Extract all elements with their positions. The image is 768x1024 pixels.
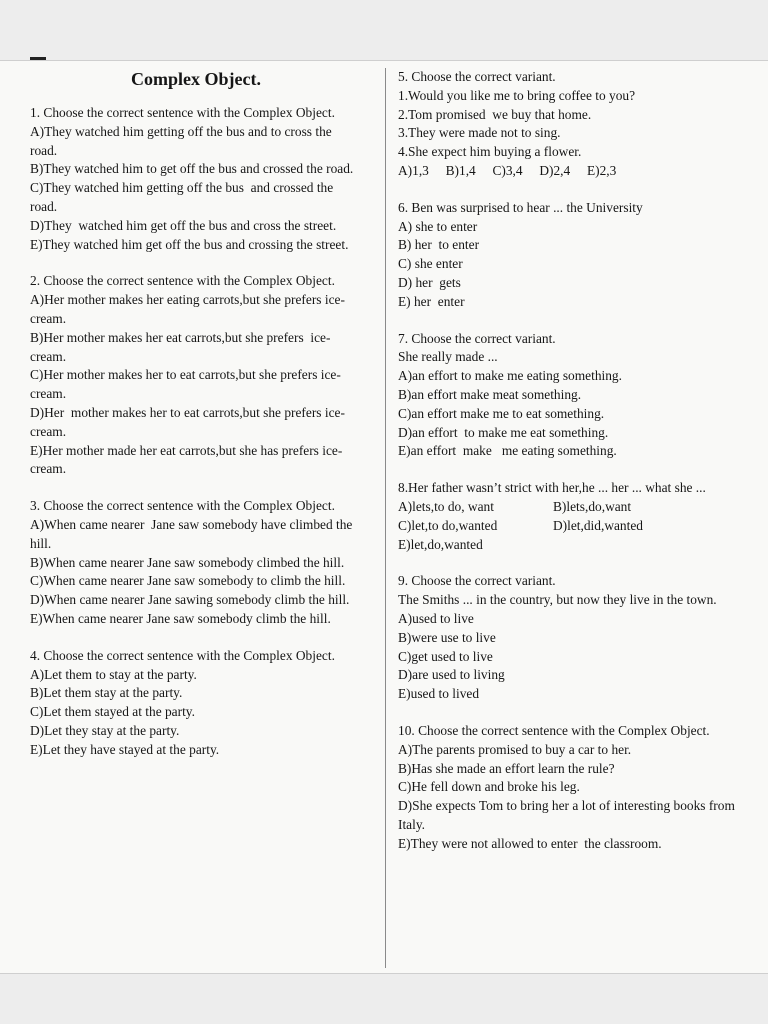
column-divider xyxy=(385,68,386,968)
option-c: C)get used to live xyxy=(398,648,493,664)
option-b: B)Has she made an effort learn the rule? xyxy=(398,760,615,776)
option-d: D)Her mother makes her to eat carrots,but she prefers ice-cream. xyxy=(30,404,345,439)
option-e: E)let,do,wanted xyxy=(398,536,483,552)
option-d: D)are used to living xyxy=(398,667,505,683)
option-d: D) her gets xyxy=(398,274,461,290)
question-prompt: 2. Choose the correct sentence with the Complex Object. xyxy=(30,273,335,289)
page-title: Complex Object. xyxy=(131,69,261,89)
question-prompt: 7. Choose the correct variant. xyxy=(398,330,556,346)
option-b: B) her to enter xyxy=(398,237,480,253)
question-prompt: 8.Her father wasn’t strict with her,he ... her ... what she ... xyxy=(398,480,706,496)
question-prompt: 1. Choose the correct sentence with the Complex Object. xyxy=(30,105,335,120)
question-6 xyxy=(398,199,743,312)
option-d: D)let,did,wanted xyxy=(553,517,643,533)
option-b: B)an effort make meat something. xyxy=(398,386,582,402)
option-e: E)Her mother made her eat carrots,but she has prefers ice-cream. xyxy=(30,442,343,477)
question-prompt: 6. Ben was surprised to hear ... the University xyxy=(398,199,643,215)
option-c: C) she enter xyxy=(398,256,463,272)
question-1 xyxy=(30,104,362,254)
option-c: C)let,to do,wanted xyxy=(398,517,498,533)
option-a: A)lets,to do, want xyxy=(398,498,494,514)
question-prompt: 10. Choose the correct sentence with the Complex Object. xyxy=(398,722,710,738)
statement-1: 1.Would you like me to bring coffee to you? xyxy=(398,87,636,103)
option-d: D)When came nearer Jane sawing somebody climb the hill. xyxy=(30,592,350,608)
option-a: A)They watched him getting off the bus and to cross the road. xyxy=(30,123,336,158)
option-a: A)The parents promised to buy a car to her. xyxy=(398,741,632,757)
option-e: E)Let they have stayed at the party. xyxy=(30,741,220,757)
option-c: C)Her mother makes her to eat carrots,but she prefers ice-cream. xyxy=(30,367,341,402)
option-b: B)Her mother makes her eat carrots,but she prefers ice-cream. xyxy=(30,329,331,364)
question-5 xyxy=(398,68,743,181)
option-a: A)Let them to stay at the party. xyxy=(30,666,197,682)
options-row-2 xyxy=(398,517,743,536)
answer-options: A)1,3 B)1,4 C)3,4 D)2,4 E)2,3 xyxy=(398,162,617,178)
statement-3: 3.They were made not to sing. xyxy=(398,125,561,141)
option-e: E)used to lived xyxy=(398,686,480,702)
right-column xyxy=(398,68,743,871)
option-e: E)When came nearer Jane saw somebody climb the hill. xyxy=(30,610,331,626)
question-7 xyxy=(398,330,743,462)
question-8 xyxy=(398,479,743,554)
option-a: A) she to enter xyxy=(398,218,478,234)
option-b: B)When came nearer Jane saw somebody climbed the hill. xyxy=(30,554,345,570)
option-e: E)They were not allowed to enter the classroom. xyxy=(398,835,662,851)
option-e: E) her enter xyxy=(398,293,465,309)
question-prompt: 9. Choose the correct variant. xyxy=(398,573,556,589)
question-prompt: 5. Choose the correct variant. xyxy=(398,69,556,84)
option-d: D)They watched him get off the bus and cross the street. xyxy=(30,217,337,233)
option-e: E)an effort make me eating something. xyxy=(398,443,617,459)
option-d: D)Let they stay at the party. xyxy=(30,722,180,738)
option-b: B)Let them stay at the party. xyxy=(30,685,183,701)
question-9 xyxy=(398,572,743,704)
option-c: C)He fell down and broke his leg. xyxy=(398,779,580,795)
option-c: C)They watched him getting off the bus and crossed the road. xyxy=(30,180,337,214)
question-10 xyxy=(398,722,743,854)
option-a: A)an effort to make me eating something. xyxy=(398,368,622,384)
option-a: A)used to live xyxy=(398,610,474,626)
left-column xyxy=(30,68,362,778)
option-c: C)Let them stayed at the party. xyxy=(30,704,195,720)
question-3 xyxy=(30,497,362,629)
question-prompt: 4. Choose the correct sentence with the Complex Object. xyxy=(30,647,335,663)
option-c: C)an effort make me to eat something. xyxy=(398,405,605,421)
options-row-1 xyxy=(398,498,743,517)
option-b: B)lets,do,want xyxy=(553,498,632,514)
statement-4: 4.She expect him buying a flower. xyxy=(398,144,582,160)
option-a: A)Her mother makes her eating carrots,but she prefers ice-cream. xyxy=(30,292,345,326)
question-2 xyxy=(30,272,362,479)
option-a: A)When came nearer Jane saw somebody have climbed the hill. xyxy=(30,516,356,551)
option-c: C)When came nearer Jane saw somebody to climb the hill. xyxy=(30,573,346,589)
option-e: E)They watched him get off the bus and crossing the street. xyxy=(30,236,349,252)
option-d: D)an effort to make me eat something. xyxy=(398,424,609,440)
scan-corner-mark xyxy=(30,57,46,60)
question-stem: The Smiths ... in the country, but now they live in the town. xyxy=(398,592,717,608)
option-b: B)were use to live xyxy=(398,629,496,645)
question-prompt: 3. Choose the correct sentence with the Complex Object. xyxy=(30,498,335,514)
option-b: B)They watched him to get off the bus and crossed the road. xyxy=(30,161,354,177)
option-d: D)She expects Tom to bring her a lot of interesting books from Italy. xyxy=(398,798,739,832)
statement-2: 2.Tom promised we buy that home. xyxy=(398,106,592,122)
question-stem: She really made ... xyxy=(398,349,498,365)
question-4 xyxy=(30,647,362,760)
